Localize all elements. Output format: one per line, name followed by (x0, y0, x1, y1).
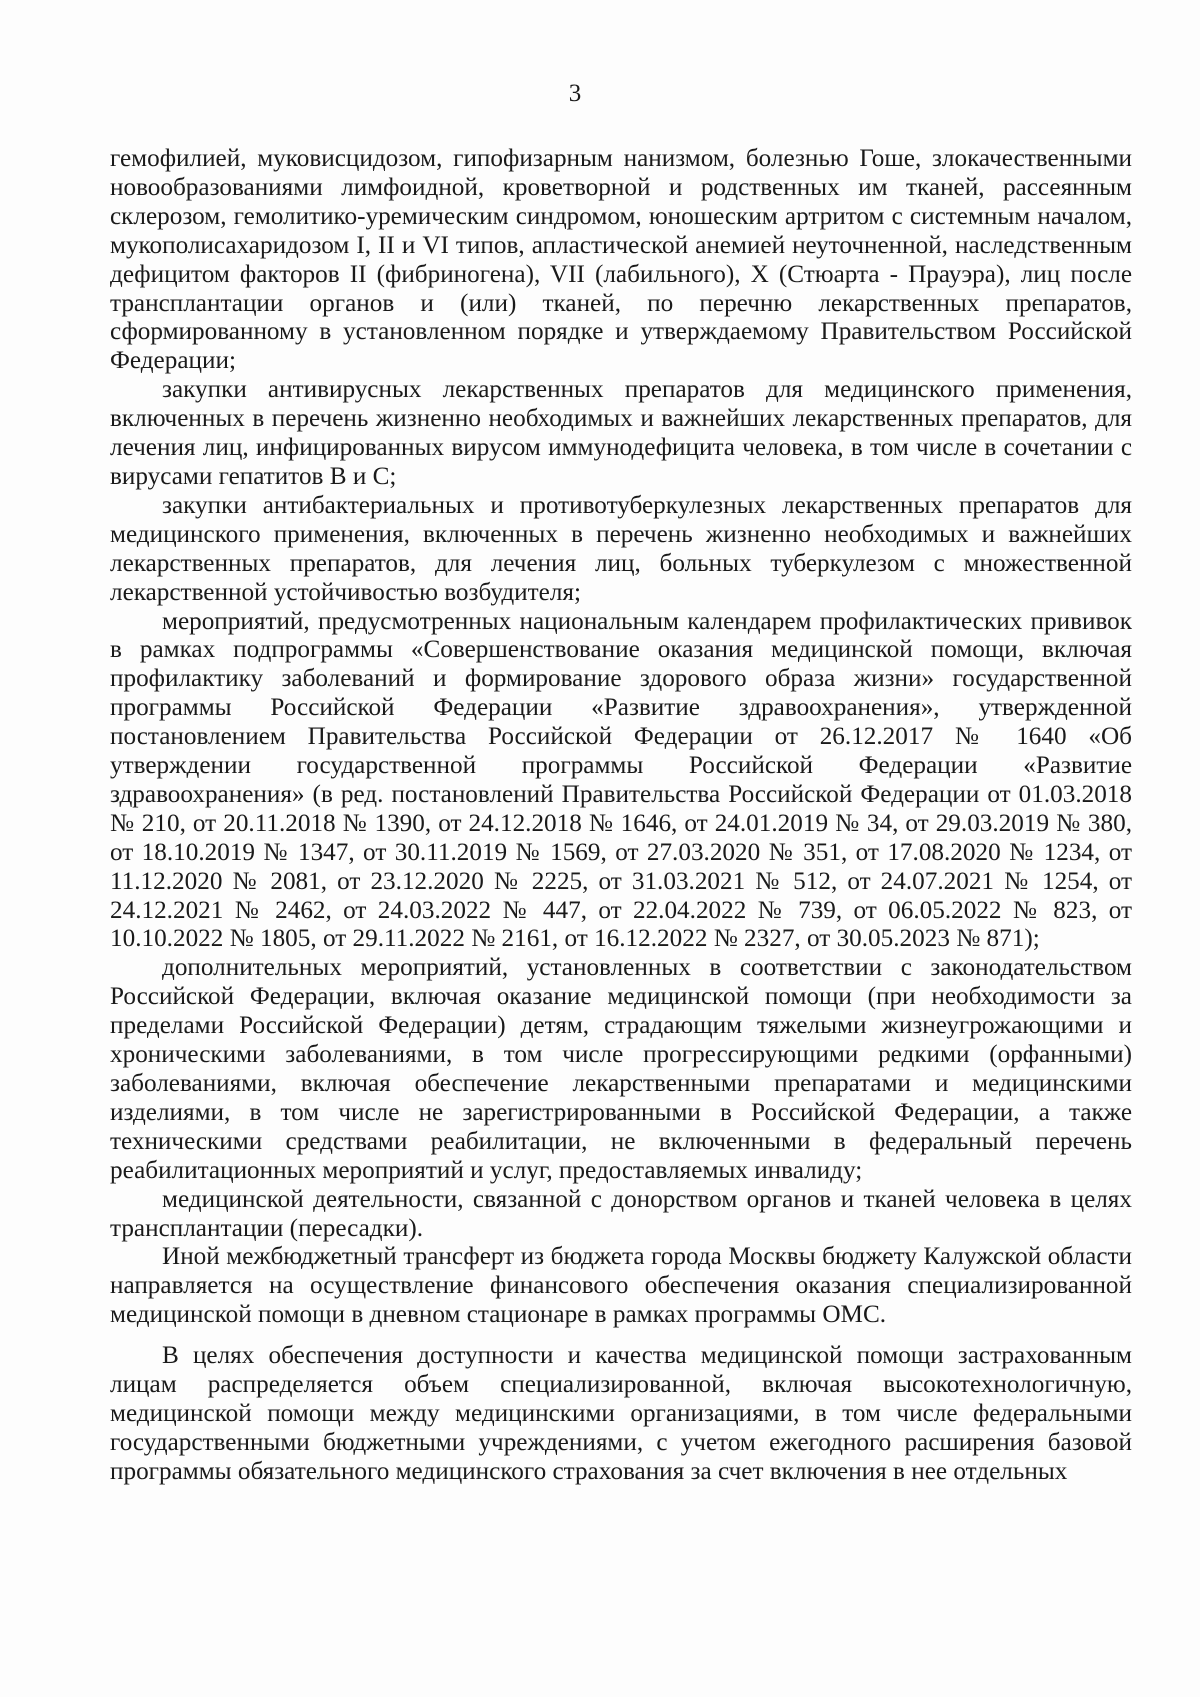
paragraph-antiviral-purchases: закупки антивирусных лекарственных препаратов для медицинского применения, включенных в перечень жизненно необходимых и важнейших лекарственных препаратов, для лечения лиц, инфицированных вирусом иммунодефицита человека, в том числе в сочетании с вирусами гепатитов B и C; (110, 376, 1132, 490)
paragraph-interbudget-transfer: Иной межбюджетный трансферт из бюджета города Москвы бюджету Калужской области направляется на осуществление финансового обеспечения оказания специализированной медицинской помощи в дневном стационаре в рамках программы ОМС. (110, 1243, 1132, 1329)
page-number: 3 (568, 80, 582, 107)
paragraph-antibacterial-purchases: закупки антибактериальных и противотуберкулезных лекарственных препаратов для медицинского применения, включенных в перечень жизненно необходимых и важнейших лекарственных препаратов, для лечения лиц, больных туберкулезом с множественной лекарственной устойчивостью возбудителя; (110, 491, 1132, 606)
paragraph-additional-measures: дополнительных мероприятий, установленных в соответствии с законодательством Российской Федерации, включая оказание медицинской помощи (при необходимости за пределами Российской Федерации) детям, страдающим тяжелыми жизнеугрожающими и хроническими заболеваниями, в том числе прогрессирующими редкими (орфанными) заболеваниями, включая обеспечение лекарственными препаратами и медицинскими изделиями, в том числе не зарегистрированными в Российской Федерации, а также техническими средствами реабилитации, не включенными в федеральный перечень реабилитационных мероприятий и услуг, предоставляемых инвалиду; (110, 954, 1132, 1184)
paragraph-organ-donation: медицинской деятельности, связанной с донорством органов и тканей человека в целях трансплантации (пересадки). (110, 1185, 1132, 1242)
paragraph-continuation: гемофилией, муковисцидозом, гипофизарным нанизмом, болезнью Гоше, злокачественными новообразованиями лимфоидной, кроветворной и родственных им тканей, рассеянным склерозом, гемолитико-уремическим синдромом, юношеским артритом с системным началом, мукополисахаридозом I, II и VI типов, апластической анемией неуточненной, наследственным дефицитом факторов II (фибриногена), VII (лабильного), X (Стюарта - Прауэра), лиц после трансплантации органов и (или) тканей, по перечню лекарственных препаратов, сформированному в установленном порядке и утверждаемому Правительством Российской Федерации; (110, 145, 1132, 375)
paragraph-vaccination-calendar: мероприятий, предусмотренных национальным календарем профилактических прививок в рамках подпрограммы «Совершенствование оказания медицинской помощи, включая профилактику заболеваний и формирование здорового образа жизни» государственной программы Российской Федерации «Развитие здравоохранения», утвержденной постановлением Правительства Российской Федерации от 26.12.2017 № 1640 «Об утверждении государственной программы Российской Федерации «Развитие здравоохранения» (в ред. постановлений Правительства Российской Федерации от 01.03.2018 № 210, от 20.11.2018 № 1390, от 24.12.2018 № 1646, от 24.01.2019 № 34, от 29.03.2019 № 380, от 18.10.2019 № 1347, от 30.11.2019 № 1569, от 27.03.2020 № 351, от 17.08.2020 № 1234, от 11.12.2020 № 2081, от 23.12.2020 № 2225, от 31.03.2021 № 512, от 24.07.2021 № 1254, от 24.12.2021 № 2462, от 24.03.2022 № 447, от 22.04.2022 № 739, от 06.05.2022 № 823, от 10.10.2022 № 1805, от 29.11.2022 № 2161, от 16.12.2022 № 2327, от 30.05.2023 № 871); (110, 607, 1132, 953)
paragraph-care-availability: В целях обеспечения доступности и качества медицинской помощи застрахованным лицам распределяется объем специализированной, включая высокотехнологичную, медицинской помощи между медицинскими организациями, в том числе федеральными государственными бюджетными учреждениями, с учетом ежегодного расширения базовой программы обязательного медицинского страхования за счет включения в нее отдельных (110, 1342, 1132, 1485)
document-body (110, 145, 1132, 1487)
